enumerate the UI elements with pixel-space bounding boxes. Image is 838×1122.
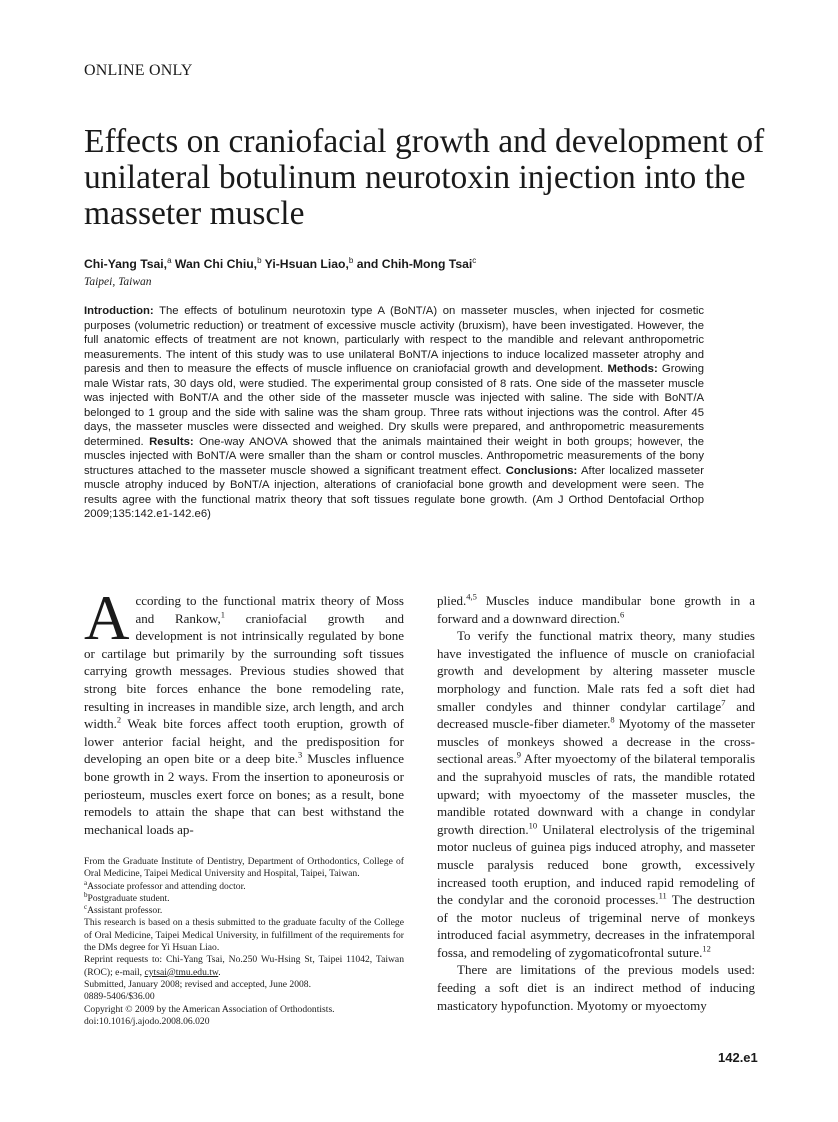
footnote-thesis: This research is based on a thesis submitted to the graduate faculty of the College of Oral Medicine, Taipei Medical University, in fulfillment of the requirements for the DMs degree for Yi Hsuan Liao. [84,917,404,954]
body-text: Muscles influence bone growth in 2 ways. From the insertion to aponeurosis or periosteum, muscles exert force on bones; as a result, bone remodels to attain the shape that can best withstand the mechanical loads ap- [84,751,404,837]
email-link[interactable]: cytsai@tmu.edu.tw [144,966,219,978]
body-paragraph [437,592,755,627]
abstract-intro-label: Introduction: [84,305,154,317]
body-text: and decreased muscle-fiber diameter. [437,698,755,732]
citation-ref: 1 [220,609,225,620]
footnote-text: . [218,966,221,978]
article-title: Effects on craniofacial growth and development of unilateral botulinum neurotoxin injection into the masseter muscle [84,123,765,232]
author-location: Taipei, Taiwan [84,276,152,288]
citation-ref: 3 [297,750,303,761]
footnote-affiliation: From the Graduate Institute of Dentistry, Department of Orthodontics, College of Oral Medicine, Taipei Medical University and Hospital, Taipei, Taiwan. [84,856,404,880]
citation-ref: 6 [620,609,625,620]
author-affil-mark: b [257,256,262,265]
author-affil-mark: c [472,256,477,265]
body-text: Weak bite forces affect tooth eruption, growth of lower anterior facial height, and the predisposition for developing an open bite or a deep bite. [84,716,404,767]
drop-cap: A [84,583,130,653]
body-text: After myoectomy of the bilateral temporalis and the suprahyoid muscles of rats, the mandible rotated upward; with myoectomy of the masseter muscles, the mandible rotated downward with a change in condylar growth direction. [437,751,756,837]
body-text: Myotomy of the masseter muscles of monkeys showed a decrease in the cross-sectional areas. [437,716,756,767]
body-text: To verify the functional matrix theory, many studies have investigated the influence of muscle on craniofacial growth and development by altering masseter muscle morphology and function. Male rats fed a soft diet had smaller condyles and thinner condylar cartilage [437,628,755,714]
footnote-doi[interactable]: doi:10.1016/j.ajodo.2008.06.020 [84,1015,210,1027]
footnote-mark: c [84,903,88,911]
author-name: Yi-Hsuan Liao, [261,257,349,272]
author-affil-mark: a [167,256,172,265]
abstract [84,304,704,522]
footnote-text: Postgraduate student. [87,892,170,904]
author-affil-mark: b [348,256,354,265]
abstract-results-label: Results: [149,435,194,448]
body-text: Muscles induce mandibular bone growth in a forward and a downward direction. [437,593,755,626]
footnote-issn: 0889-5406/$36.00 [84,991,155,1003]
author-name: and Chih-Mong Tsai [353,257,473,272]
body-text: ccording to the functional matrix theory of Moss and Rankow, [135,593,404,626]
abstract-conclusions-text: After localized masseter muscle atrophy induced by BoNT/A injection, alterations of craniofacial bone growth and development were seen. The results agree with the functional matrix theory that soft tissues regulate bone growth. (Am J Orthod Dentofacial Orthop 2009;135:142.e1-142.e6) [84,464,704,520]
body-text: plied. [437,593,467,608]
abstract-conclusions-label: Conclusions: [505,464,578,477]
body-text: The destruction of the motor nucleus of trigeminal nerve of monkeys introduced facial asymmetry, decreases in the infratemporal fossa, and remodeling of zygomaticofrontal suture. [437,892,755,960]
body-column-right [437,592,755,1014]
body-paragraph: There are limitations of the previous models used: feeding a soft diet is an indirect method of inducing masticatory hypofunction. Myotomy or myoectomy [437,962,755,1013]
body-paragraph [437,627,755,961]
citation-ref: 8 [610,714,615,725]
abstract-methods-text: Growing male Wistar rats, 30 days old, were studied. The experimental group consisted of 8 rats. One side of the masseter muscle was injected with BoNT/A and the other side of the masseter muscle was injected with saline. The side with BoNT/A belonged to 1 group and the side with saline was the sham group. Three rats without injections was the control. After 45 days, the masseter muscles were dissected and weighed. Dry skulls were prepared, and anthropometric measurements determined. [84,363,704,448]
footnote-submitted: Submitted, January 2008; revised and accepted, June 2008. [84,978,311,990]
citation-ref: 2 [116,714,122,725]
citation-ref: 4,5 [466,591,477,602]
footnote-text: Reprint requests to: Chi-Yang Tsai, No.250 Wu-Hsing St, Taipei 11042, Taiwan (ROC); e-mail, [84,954,404,978]
footnote-text: Assistant professor. [87,905,163,917]
abstract-intro-text: The effects of botulinum neurotoxin type A (BoNT/A) on masseter muscles, when injected for cosmetic purposes (volumetric reduction) or treatment of excessive muscle activity (bruxism), have been investigated. However, the full anatomic effects of treatment are not known, particularly with respect to the mandible and relevant anthropometric measurements. The intent of this study was to use unilateral BoNT/A injections to induce localized masseter atrophy and paresis and then to measure the effects of muscle influence on craniofacial growth and development. [84,305,704,375]
footnote-text: Associate professor and attending doctor. [87,880,246,892]
body-text: Unilateral electrolysis of the trigeminal motor nucleus of guinea pigs induced atrophy, and masseter muscle paralysis reduced bone growth, excessively increased tooth eruption, and induced rapid remodeling of the condylar and the coronoid processes. [437,821,755,908]
body-column-left [84,583,404,838]
footnote-b [84,890,404,905]
citation-ref: 9 [516,750,522,761]
author-name: Chi-Yang Tsai, [84,257,168,272]
footnote-reprint [84,954,404,979]
author-list [84,256,476,271]
author-name: Wan Chi Chiu, [171,257,258,272]
page-number: 142.e1 [718,1050,758,1065]
abstract-results-text: One-way ANOVA showed that the animals maintained their weight in both groups; however, the muscles injected with BoNT/A were smaller than the sham or control muscles. Anthropometric measurements of the bony structures attached to the masseter muscle showed a significant treatment effect. [84,435,705,477]
citation-ref: 12 [702,943,711,954]
body-text: craniofacial growth and development is not intrinsically regulated by bone or cartilage but primarily by the surrounding soft tissues carrying growth messages. Previous studies showed that strong bite forces enhance the bone remodeling rate, resulting in increases in mandible size, arch length, and arch width. [84,610,404,732]
abstract-methods-label: Methods: [607,363,658,375]
footnotes [84,856,404,1028]
footnote-mark: a [84,878,88,887]
footnote-c [84,905,404,917]
footnote-copyright: Copyright © 2009 by the American Association of Orthodontists. [84,1003,335,1015]
body-paragraph [84,583,404,838]
section-label: ONLINE ONLY [84,62,193,79]
citation-ref: 7 [721,697,726,708]
citation-ref: 10 [528,820,538,831]
citation-ref: 11 [658,890,667,901]
footnote-mark: b [84,890,88,899]
footnote-a [84,878,404,893]
